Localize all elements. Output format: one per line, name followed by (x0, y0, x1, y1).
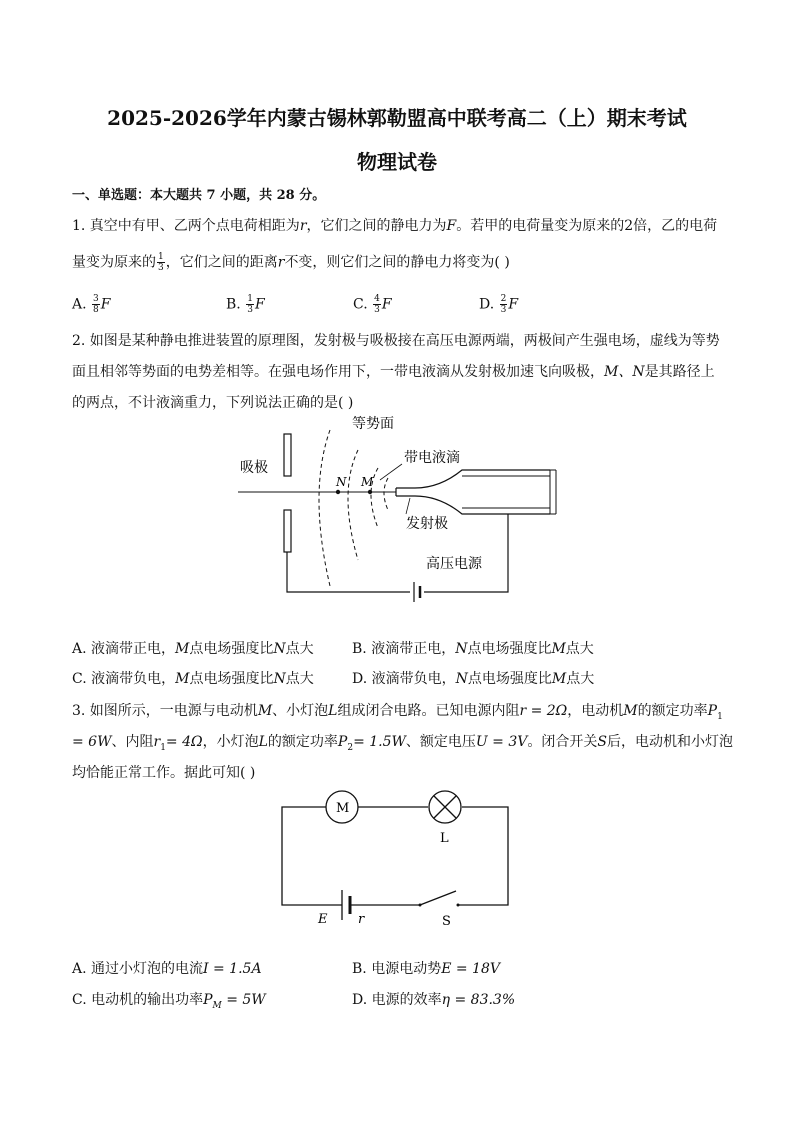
circuit-diagram (270, 780, 520, 930)
q3-option-a[interactable]: A. 通过小灯泡的电流I = 1.5A (72, 961, 262, 977)
label-supply: 高压电源 (426, 556, 482, 572)
page-title: 2025-2026学年内蒙古锡林郭勒盟高中联考高二（上）期末考试 (107, 106, 687, 130)
label-emitter: 发射极 (406, 516, 448, 532)
absorber-plate-top (284, 434, 291, 476)
electrostatic-thruster-figure (230, 410, 570, 610)
page-subtitle: 物理试卷 (357, 150, 437, 174)
emitter (396, 470, 550, 514)
section-heading: 一、单选题：本大题共 7 小题，共 28 分。 (72, 188, 326, 203)
q2-line2: 面且相邻等势面的电势差相等。在强电场作用下，一带电液滴从发射极加速飞向吸极，M、N是其路径上 (72, 364, 715, 380)
circuit-wire (458, 807, 508, 905)
q3-option-c[interactable]: C. 电动机的输出功率$P_M = 5W$ (72, 992, 266, 1011)
q2-line3: 的两点，不计液滴重力，下列说法正确的是( ) (72, 395, 354, 411)
label-equipotential: 等势面 (352, 416, 394, 432)
q2-option-c[interactable]: C. 液滴带负电，M点电场强度比N点大 (72, 671, 314, 687)
equipotential-curve (348, 450, 358, 560)
q1-option-d[interactable]: D. $\frac{2}{3}$ F (479, 294, 519, 315)
q1-option-c[interactable]: C. $\frac{4}{3}$ F (353, 294, 392, 315)
q2-option-a[interactable]: A. 液滴带正电，M点电场强度比N点大 (72, 641, 314, 657)
q3-line2: = 6W、内阻$r_1= 4\Omega$，小灯泡L的额定功率$P_2= 1.5W$、额定电压U = 3V。闭合开关S后，电动机和小灯泡 (72, 734, 733, 753)
point-m (368, 490, 372, 494)
point-n (336, 490, 340, 494)
fraction: $\frac{1}{3}$ (158, 252, 164, 273)
motor-label: M (336, 801, 350, 816)
lamp-label: L (440, 831, 449, 846)
label-m: M (361, 475, 374, 489)
label-n: N (336, 475, 347, 489)
q1-line1: 1. 真空中有甲、乙两个点电荷相距为r，它们之间的静电力为F。若甲的电荷量变为原来的2倍，乙的电荷 (72, 218, 718, 234)
label-absorber: 吸极 (240, 460, 268, 476)
switch-blade (420, 891, 456, 905)
q2-option-d[interactable]: D. 液滴带负电，N点电场强度比M点大 (352, 671, 595, 687)
equipotential-curve (384, 478, 388, 510)
internal-r-label: r (358, 912, 365, 927)
q3-option-d[interactable]: D. 电源的效率η = 83.3% (352, 992, 516, 1008)
switch-label: S (442, 914, 451, 929)
absorber-plate-bottom (284, 510, 291, 552)
q1-option-b[interactable]: B. $\frac{1}{3}$ F (226, 294, 265, 315)
equipotential-curve (319, 430, 330, 586)
circuit-wire (282, 807, 342, 905)
label-droplet: 带电液滴 (404, 450, 460, 466)
q2-line1: 2. 如图是某种静电推进装置的原理图，发射极与吸极接在高压电源两端，两极间产生强电场，虚线为等势 (72, 333, 720, 349)
q3-line1: 3. 如图所示，一电源与电动机M、小灯泡L组成闭合电路。已知电源内阻r = 2Ω，电动机M的额定功率$P_1$ (72, 703, 723, 722)
q3-option-b[interactable]: B. 电源电动势E = 18V (352, 961, 500, 977)
q1-line2: 量变为原来的 $\frac{1}{3}$ ，它们之间的距离r不变，则它们之间的静电力将变为( ) (72, 252, 510, 273)
q1-option-a[interactable]: A. $\frac{3}{8}$ F (72, 294, 111, 315)
q2-option-b[interactable]: B. 液滴带正电，N点电场强度比M点大 (352, 641, 594, 657)
q3-line3: 均恰能正常工作。据此可知( ) (72, 765, 256, 781)
emf-label: E (318, 912, 328, 927)
wire-left (287, 552, 410, 592)
